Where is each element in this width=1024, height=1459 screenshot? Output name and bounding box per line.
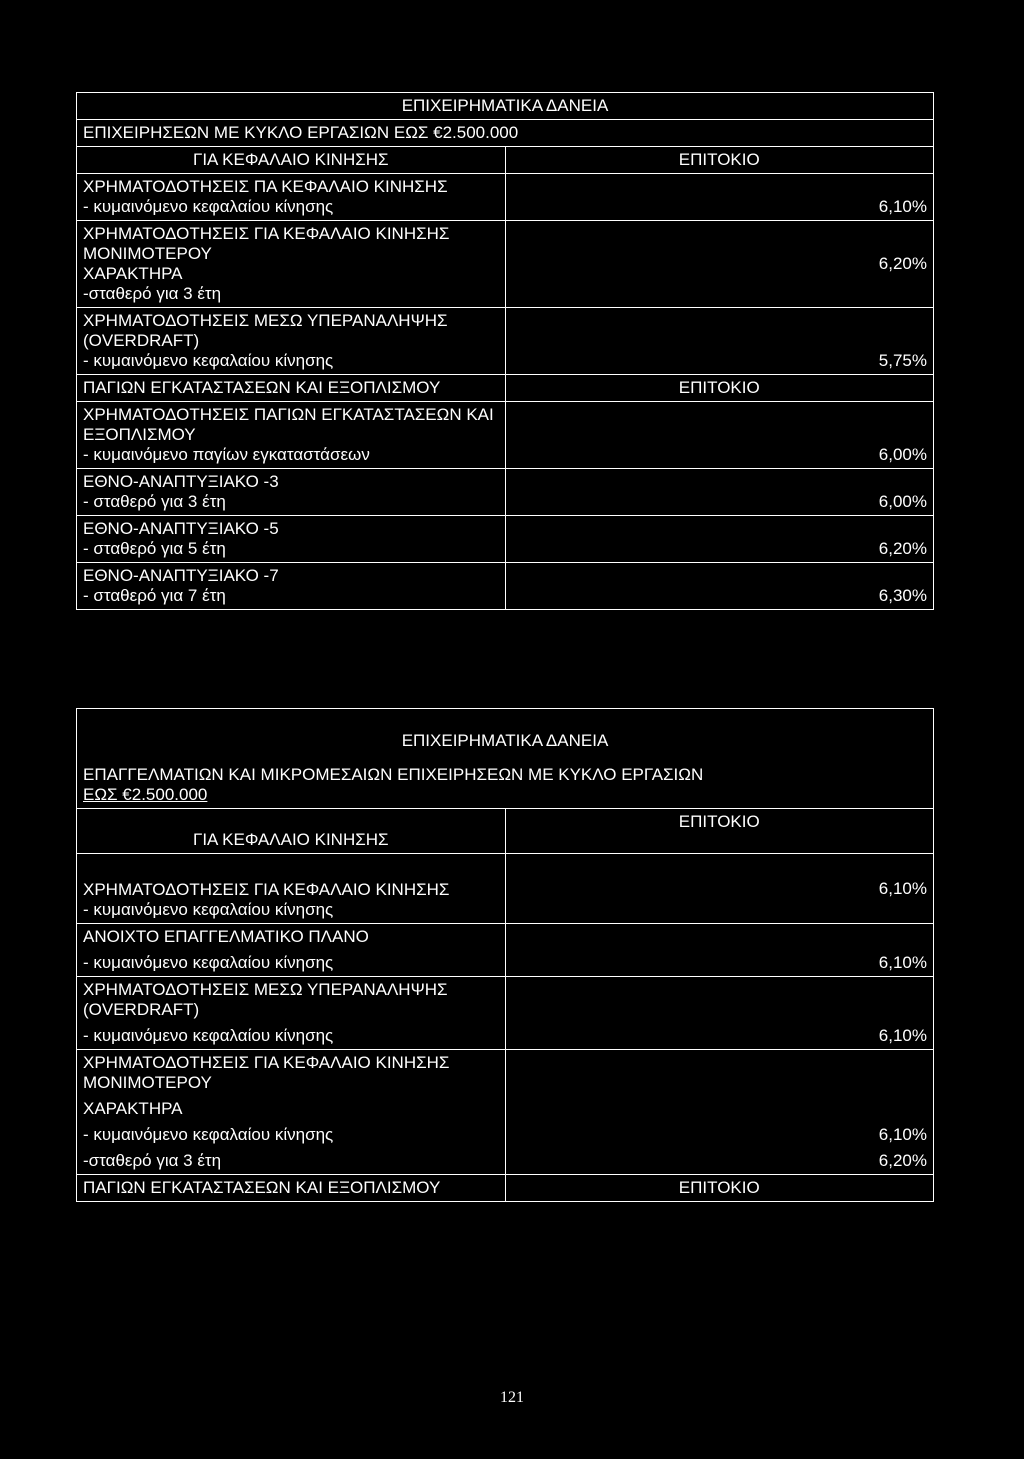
rate-cell bbox=[505, 977, 934, 1050]
loan-description bbox=[77, 854, 506, 924]
section-header-working-capital bbox=[77, 809, 506, 854]
loan-detail: - σταθερό για 5 έτη bbox=[83, 539, 226, 558]
table-row bbox=[77, 924, 934, 977]
rate-value: 6,10% bbox=[878, 878, 927, 898]
loan-heading: ΧΡΗΜΑΤΟΔΟΤΗΣΕΙΣ ΜΕΣΩ ΥΠΕΡΑΝΑΛΗΨΗΣ (OVERDRAFT) bbox=[83, 311, 448, 350]
loan-heading: ΕΘΝΟ-ΑΝΑΠΤΥΞΙΑΚΟ -7 bbox=[83, 566, 279, 585]
rate-cell bbox=[505, 221, 934, 308]
rate-cell bbox=[505, 924, 934, 977]
rate-value: 6,10% bbox=[878, 1026, 927, 1045]
loan-heading: ΧΡΗΜΑΤΟΔΟΤΗΣΕΙΣ ΠΑ ΚΕΦΑΛΑΙΟ ΚΙΝΗΣΗΣ bbox=[83, 177, 448, 196]
loan-heading: ΧΡΗΜΑΤΟΔΟΤΗΣΕΙΣ ΜΕΣΩ ΥΠΕΡΑΝΑΛΗΨΗΣ (OVERDRAFT) bbox=[83, 980, 448, 1019]
loan-detail: - σταθερό για 3 έτη bbox=[83, 492, 226, 511]
rate-value: 6,00% bbox=[878, 492, 927, 511]
loan-description bbox=[77, 516, 506, 563]
rate-cell bbox=[505, 402, 934, 469]
loan-description bbox=[77, 402, 506, 469]
section-header-working-capital bbox=[77, 147, 506, 174]
rate-header-label: ΕΠΙΤΟΚΙΟ bbox=[678, 812, 760, 831]
table-row bbox=[77, 709, 934, 809]
rate-value: 6,10% bbox=[878, 953, 927, 972]
section-header-fixed-assets bbox=[77, 1175, 506, 1202]
rate-cell bbox=[505, 854, 934, 924]
rate-value: 6,10% bbox=[878, 197, 927, 216]
table-row bbox=[77, 1050, 934, 1175]
section-label: ΓΙΑ ΚΕΦΑΛΑΙΟ ΚΙΝΗΣΗΣ bbox=[192, 150, 389, 169]
rate-header bbox=[505, 1175, 934, 1202]
table-row bbox=[77, 221, 934, 308]
rate-cell bbox=[505, 1050, 934, 1175]
rate-cell bbox=[505, 516, 934, 563]
loan-heading: ΑΝΟΙΧΤΟ ΕΠΑΓΓΕΛΜΑΤΙΚΟ ΠΛΑΝΟ bbox=[83, 927, 369, 946]
loan-heading-continued: ΧΑΡΑΚΤΗΡΑ bbox=[83, 1099, 183, 1118]
rate-cell bbox=[505, 469, 934, 516]
business-loans-table-sme bbox=[76, 708, 934, 1202]
rate-cell bbox=[505, 563, 934, 610]
table-row bbox=[77, 516, 934, 563]
business-loans-table-large bbox=[76, 92, 934, 610]
section-header-fixed-assets bbox=[77, 375, 506, 402]
table-row bbox=[77, 1175, 934, 1202]
loan-heading: ΧΡΗΜΑΤΟΔΟΤΗΣΕΙΣ ΓΙΑ ΚΕΦΑΛΑΙΟ ΚΙΝΗΣΗΣ ΜΟΝΙΜΟΤΕΡΟΥ bbox=[83, 224, 450, 263]
table-row bbox=[77, 120, 934, 147]
rate-value: 6,30% bbox=[878, 586, 927, 605]
table-row bbox=[77, 854, 934, 924]
loan-heading: ΧΡΗΜΑΤΟΔΟΤΗΣΕΙΣ ΠΑΓΙΩΝ ΕΓΚΑΤΑΣΤΑΣΕΩΝ ΚΑΙ ΕΞΟΠΛΙΣΜΟΥ bbox=[83, 405, 494, 444]
rate-cell bbox=[505, 308, 934, 375]
loan-description bbox=[77, 221, 506, 308]
loan-detail-fixed: -σταθερό για 3 έτη bbox=[83, 1151, 222, 1170]
rate-value: 5,75% bbox=[878, 351, 927, 370]
loan-heading: ΧΡΗΜΑΤΟΔΟΤΗΣΕΙΣ ΓΙΑ ΚΕΦΑΛΑΙΟ ΚΙΝΗΣΗΣ ΜΟΝΙΜΟΤΕΡΟΥ bbox=[83, 1053, 450, 1092]
loan-detail: - κυμαινόμενο κεφαλαίου κίνησης bbox=[83, 351, 334, 370]
table-row bbox=[77, 977, 934, 1050]
table-subtitle bbox=[77, 120, 934, 147]
table-row bbox=[77, 809, 934, 854]
rate-value: 6,20% bbox=[878, 539, 927, 558]
loan-description bbox=[77, 469, 506, 516]
rate-header-label: ΕΠΙΤΟΚΙΟ bbox=[678, 150, 760, 169]
loan-description bbox=[77, 563, 506, 610]
rate-header bbox=[505, 147, 934, 174]
loan-heading: ΧΡΗΜΑΤΟΔΟΤΗΣΕΙΣ ΓΙΑ ΚΕΦΑΛΑΙΟ ΚΙΝΗΣΗΣ bbox=[83, 880, 450, 899]
rate-header bbox=[505, 809, 934, 854]
rate-value: 6,20% bbox=[878, 254, 927, 273]
table-row bbox=[77, 93, 934, 120]
rate-header-label: ΕΠΙΤΟΚΙΟ bbox=[678, 1178, 760, 1197]
loan-detail: - κυμαινόμενο κεφαλαίου κίνησης bbox=[83, 900, 334, 919]
subtitle-text-continued: ΕΩΣ €2.500.000 bbox=[83, 785, 208, 804]
table-row bbox=[77, 563, 934, 610]
table-row bbox=[77, 469, 934, 516]
loan-detail: - κυμαινόμενο κεφαλαίου κίνησης bbox=[83, 1125, 334, 1144]
loan-detail: - σταθερό για 7 έτη bbox=[83, 586, 226, 605]
section-label: ΠΑΓΙΩΝ ΕΓΚΑΤΑΣΤΑΣΕΩΝ ΚΑΙ ΕΞΟΠΛΙΣΜΟΥ bbox=[83, 378, 441, 397]
loan-description bbox=[77, 977, 506, 1050]
loan-detail: - κυμαινόμενο παγίων εγκαταστάσεων bbox=[83, 445, 370, 464]
loan-description bbox=[77, 308, 506, 375]
loan-detail: - κυμαινόμενο κεφαλαίου κίνησης bbox=[83, 197, 334, 216]
rate-value: 6,10% bbox=[878, 1125, 927, 1144]
section-label: ΠΑΓΙΩΝ ΕΓΚΑΤΑΣΤΑΣΕΩΝ ΚΑΙ ΕΞΟΠΛΙΣΜΟΥ bbox=[83, 1178, 441, 1197]
rate-value-fixed: 6,20% bbox=[878, 1151, 927, 1170]
loan-description bbox=[77, 924, 506, 977]
rate-value: 6,00% bbox=[878, 445, 927, 464]
rate-cell bbox=[505, 174, 934, 221]
loan-heading: ΕΘΝΟ-ΑΝΑΠΤΥΞΙΑΚΟ -3 bbox=[83, 472, 279, 491]
table-row bbox=[77, 308, 934, 375]
subtitle-text: ΕΠΑΓΓΕΛΜΑΤΙΩΝ ΚΑΙ ΜΙΚΡΟΜΕΣΑΙΩΝ ΕΠΙΧΕΙΡΗΣΕΩΝ ΜΕ ΚΥΚΛΟ ΕΡΓΑΣΙΩΝ bbox=[83, 765, 704, 784]
title-text: ΕΠΙΧΕΙΡΗΜΑΤΙΚΑ ΔΑΝΕΙΑ bbox=[401, 96, 609, 115]
loan-detail: -σταθερό για 3 έτη bbox=[83, 284, 222, 303]
rate-header bbox=[505, 375, 934, 402]
loan-heading-continued: ΧΑΡΑΚΤΗΡΑ bbox=[83, 264, 183, 283]
table-row bbox=[77, 174, 934, 221]
table-title bbox=[77, 93, 934, 120]
loan-detail: - κυμαινόμενο κεφαλαίου κίνησης bbox=[83, 1026, 334, 1045]
rate-header-label: ΕΠΙΤΟΚΙΟ bbox=[678, 378, 760, 397]
loan-detail: - κυμαινόμενο κεφαλαίου κίνησης bbox=[83, 953, 334, 972]
section-label: ΓΙΑ ΚΕΦΑΛΑΙΟ ΚΙΝΗΣΗΣ bbox=[192, 830, 389, 849]
loan-description bbox=[77, 174, 506, 221]
loan-heading: ΕΘΝΟ-ΑΝΑΠΤΥΞΙΑΚΟ -5 bbox=[83, 519, 279, 538]
subtitle-text: ΕΠΙΧΕΙΡΗΣΕΩΝ ΜΕ ΚΥΚΛΟ ΕΡΓΑΣΙΩΝ ΕΩΣ €2.500.000 bbox=[83, 123, 519, 142]
table-row bbox=[77, 147, 934, 174]
table-title-block bbox=[77, 709, 934, 809]
page-number: 121 bbox=[500, 1389, 524, 1406]
title-text: ΕΠΙΧΕΙΡΗΜΑΤΙΚΑ ΔΑΝΕΙΑ bbox=[401, 731, 609, 750]
loan-description bbox=[77, 1050, 506, 1175]
table-row bbox=[77, 402, 934, 469]
table-row bbox=[77, 375, 934, 402]
